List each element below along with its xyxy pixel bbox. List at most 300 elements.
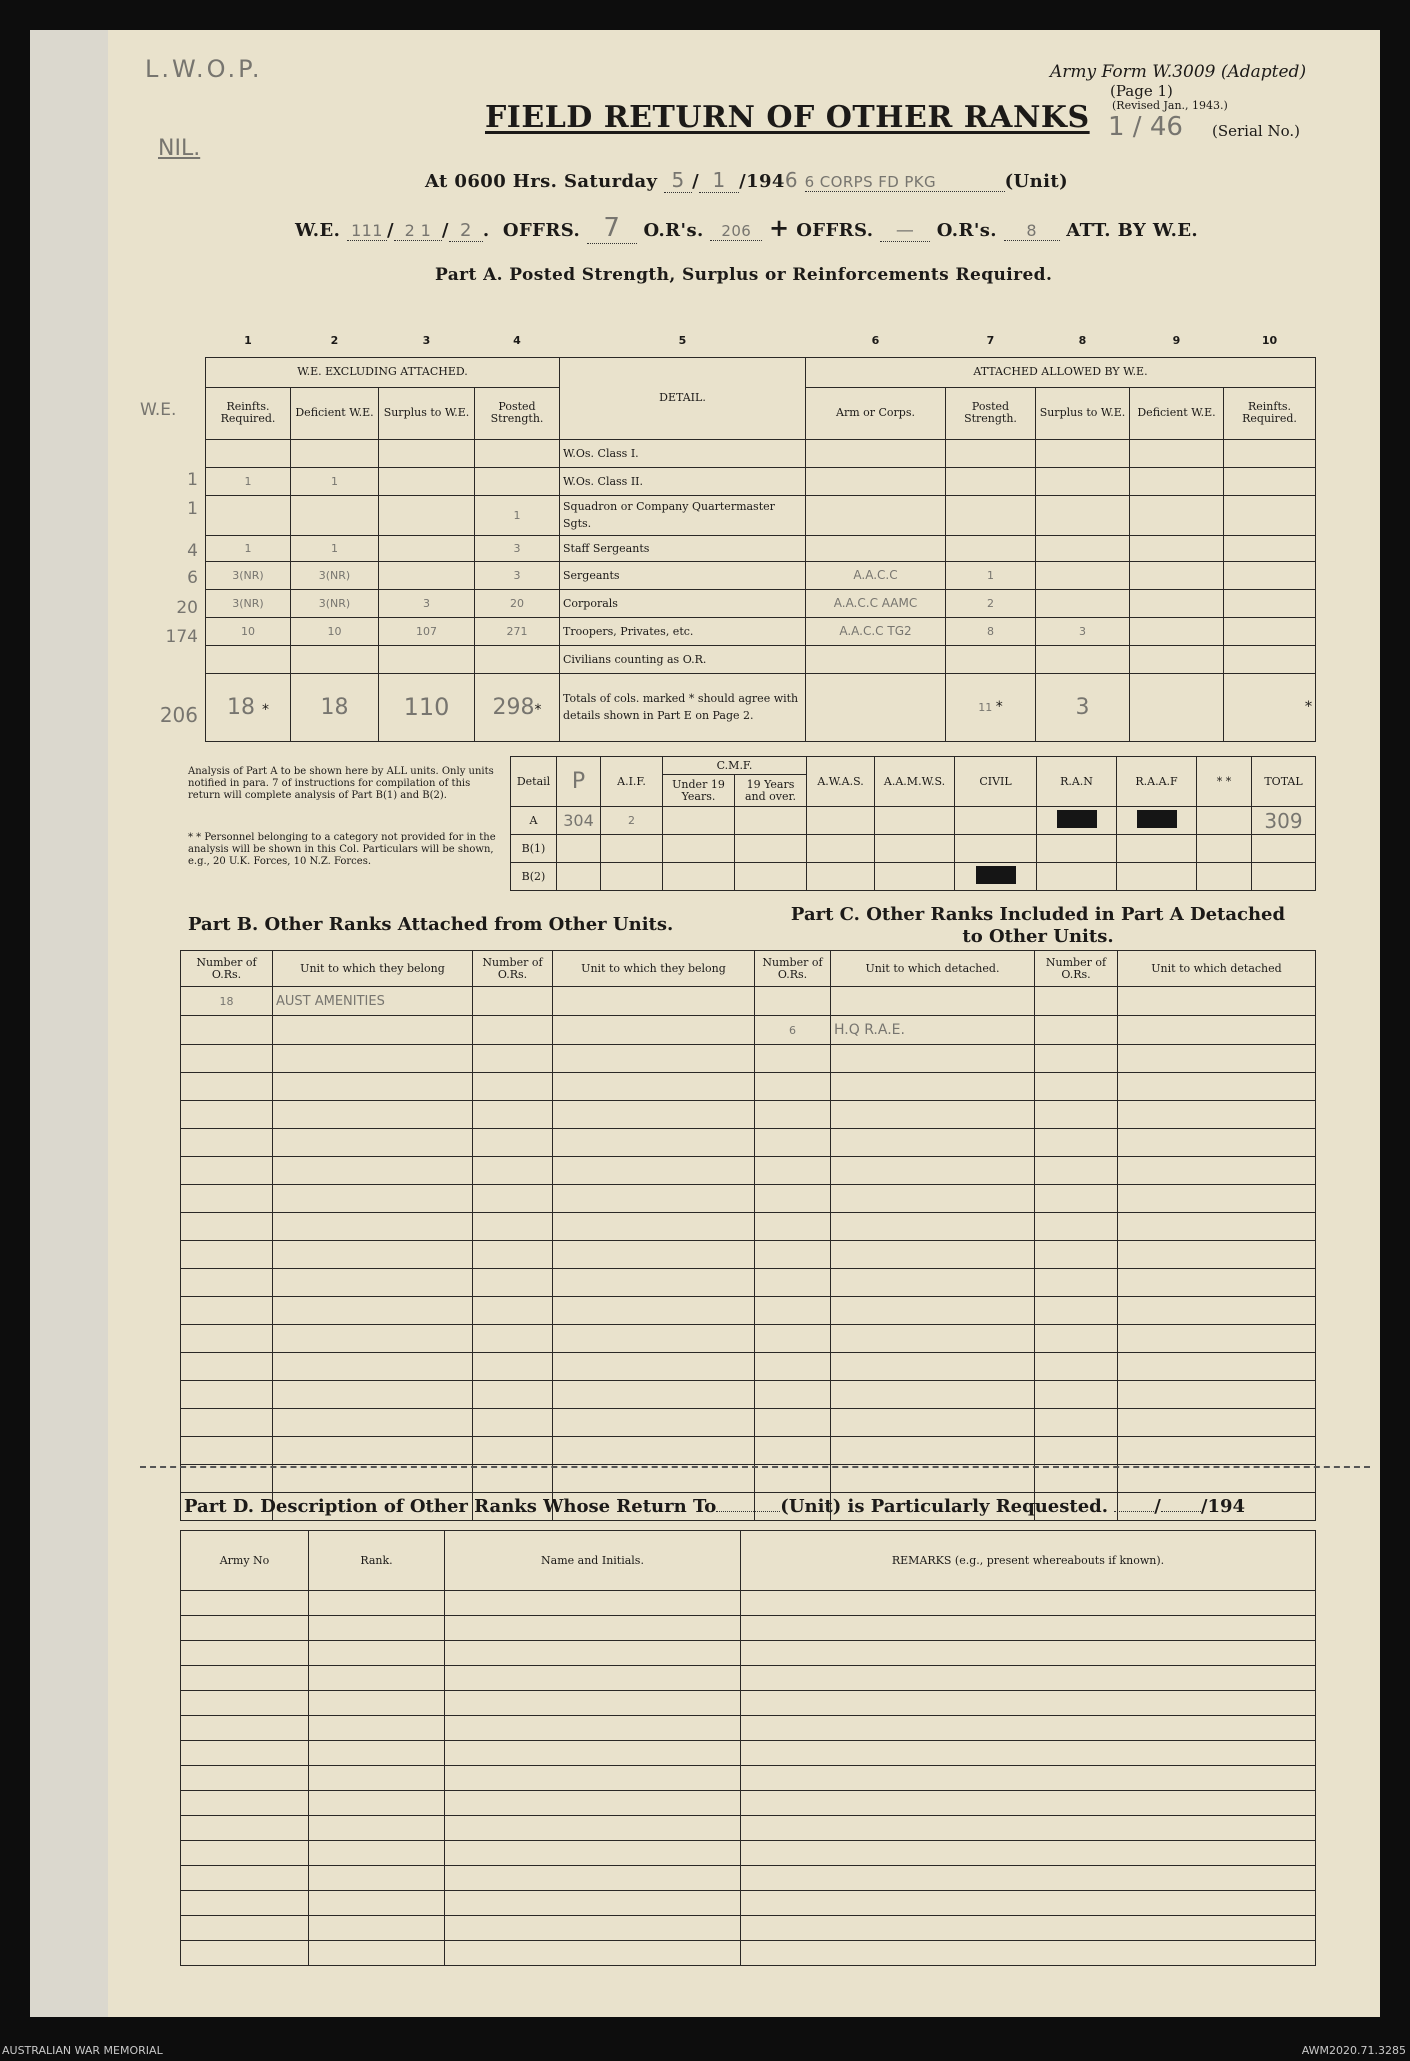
empty-cell [1130, 589, 1224, 617]
part-c-unit-header-2: Unit to which detached [1118, 951, 1316, 987]
empty-cell [831, 1269, 1035, 1297]
part-a-c4-cell [475, 645, 560, 673]
offrs-value-1: 7 [587, 213, 637, 244]
detail-header: DETAIL. [560, 357, 806, 439]
total-c4: 298* [475, 673, 560, 741]
part-a-c7-cell [946, 439, 1036, 467]
empty-cell [741, 1941, 1316, 1966]
part-b-row1-unit: AUST AMENITIES [273, 987, 473, 1016]
att-label: ATT. BY W.E. [1066, 220, 1199, 241]
subheader-att-surplus: Surplus to W.E. [1036, 387, 1130, 439]
part-a-detail-cell: Sergeants [560, 561, 806, 589]
empty-cell [273, 1381, 473, 1409]
empty-cell [181, 1591, 309, 1616]
empty-cell [755, 1353, 831, 1381]
empty-cell [181, 1185, 273, 1213]
empty-cell [445, 1666, 741, 1691]
redaction-mark [976, 866, 1016, 884]
empty-cell [309, 1691, 445, 1716]
table-row [181, 1891, 1316, 1916]
part-a-c7-cell [946, 467, 1036, 495]
part-b-num-header-2: Number of O.Rs. [473, 951, 553, 987]
ors-value-1: 206 [710, 222, 762, 241]
empty-cell [273, 1325, 473, 1353]
table-row [206, 439, 1316, 467]
we-margin-value: 1 [187, 499, 198, 519]
empty-cell [181, 1325, 273, 1353]
table-row [206, 535, 1316, 561]
empty-cell [831, 1241, 1035, 1269]
empty-cell [755, 1129, 831, 1157]
part-d-day-blank [1114, 1511, 1154, 1512]
date-month: 1 [699, 168, 739, 193]
empty-cell [473, 1073, 553, 1101]
part-a-c2-cell [291, 645, 379, 673]
part-bc-table [180, 950, 1316, 1521]
table-row [181, 1129, 1316, 1157]
analysis-under19-header: Under 19 Years. [663, 775, 735, 807]
analysis-ran-header: R.A.N [1037, 757, 1117, 807]
table-row [206, 589, 1316, 617]
part-a-c3-cell [379, 495, 475, 535]
empty-cell [445, 1641, 741, 1666]
empty-cell [181, 1157, 273, 1185]
serial-label: (Serial No.) [1212, 122, 1300, 140]
part-d-unit-blank [716, 1511, 780, 1512]
part-a-detail-cell: W.Os. Class I. [560, 439, 806, 467]
total-c8: 3 [1036, 673, 1130, 741]
part-a-c6-cell [806, 439, 946, 467]
empty-cell [181, 1616, 309, 1641]
table-row [181, 1916, 1316, 1941]
empty-cell [831, 1185, 1035, 1213]
empty-cell [273, 1241, 473, 1269]
empty-cell [755, 1465, 831, 1493]
empty-cell [445, 1616, 741, 1641]
analysis-row-a: A [511, 807, 557, 835]
analysis-other-header: * * [1197, 757, 1252, 807]
empty-cell [181, 1666, 309, 1691]
empty-cell [273, 1437, 473, 1465]
table-row [181, 1437, 1316, 1465]
part-a-c7-cell [946, 495, 1036, 535]
revised-date: (Revised Jan., 1943.) [1112, 99, 1228, 112]
we-margin-value: 4 [187, 540, 198, 561]
subheader-deficient: Deficient W.E. [291, 387, 379, 439]
empty-cell [445, 1741, 741, 1766]
analysis-civil-header: CIVIL [955, 757, 1037, 807]
empty-cell [831, 1465, 1035, 1493]
table-row [181, 987, 1316, 1016]
table-row [181, 1073, 1316, 1101]
empty-cell [445, 1941, 741, 1966]
part-a-c1-cell: 3(NR) [206, 561, 291, 589]
attached-allowed-header: ATTACHED ALLOWED BY W.E. [806, 357, 1316, 387]
part-d-year: 194 [1207, 1496, 1246, 1517]
col-num-7: 7 [946, 325, 1036, 357]
empty-cell [741, 1916, 1316, 1941]
empty-cell [473, 1381, 553, 1409]
empty-cell [741, 1741, 1316, 1766]
analysis-total-header: TOTAL [1252, 757, 1316, 807]
part-a-c2-cell: 1 [291, 535, 379, 561]
part-a-c4-cell: 3 [475, 535, 560, 561]
analysis-aamws-header: A.A.M.W.S. [875, 757, 955, 807]
empty-cell [181, 1101, 273, 1129]
part-a-c2-cell [291, 495, 379, 535]
empty-cell [273, 1213, 473, 1241]
analysis-note-2: * * Personnel belonging to a category not provided for in the analysis will be shown in this Col. Particulars will be shown, e.g., 20 U.K. Forces, 10 N.Z. Forces. [188, 832, 496, 867]
empty-cell [1035, 1465, 1118, 1493]
empty-cell [309, 1641, 445, 1666]
form-reference: Army Form W.3009 (Adapted) [1050, 62, 1307, 82]
raaf-redaction [1117, 807, 1197, 835]
empty-cell [553, 1129, 755, 1157]
analysis-over19-header: 19 Years and over. [735, 775, 807, 807]
we-margin-value: 6 [187, 568, 198, 588]
empty-cell [473, 1465, 553, 1493]
empty-cell [181, 1866, 309, 1891]
empty-cell [1130, 467, 1224, 495]
empty-cell [473, 1437, 553, 1465]
part-d-army-no-header: Army No [181, 1531, 309, 1591]
empty-cell [1035, 1297, 1118, 1325]
empty-cell [445, 1716, 741, 1741]
we-a: 111 [347, 221, 387, 241]
part-c-num-header-2: Number of O.Rs. [1035, 951, 1118, 987]
ors-value-2: 8 [1004, 221, 1060, 241]
empty-cell [473, 1157, 553, 1185]
analysis-table [510, 756, 1316, 891]
part-a-c7-cell: 8 [946, 617, 1036, 645]
empty-cell [181, 1691, 309, 1716]
empty-cell [741, 1616, 1316, 1641]
part-c-unit-header-1: Unit to which detached. [831, 951, 1035, 987]
empty-cell [1118, 1297, 1316, 1325]
part-a-c1-cell: 1 [206, 535, 291, 561]
empty-cell [741, 1816, 1316, 1841]
table-row [181, 1816, 1316, 1841]
part-a-c1-cell [206, 439, 291, 467]
part-a-c6-cell: A.A.C.C AAMC [806, 589, 946, 617]
empty-cell [1118, 1409, 1316, 1437]
empty-cell [741, 1666, 1316, 1691]
empty-cell [1118, 1437, 1316, 1465]
archive-caption: AUSTRALIAN WAR MEMORIAL [2, 2044, 163, 2057]
empty-cell [1224, 467, 1316, 495]
part-b-heading: Part B. Other Ranks Attached from Other Units. [188, 914, 674, 935]
empty-cell [309, 1791, 445, 1816]
empty-cell [755, 1409, 831, 1437]
empty-cell [1118, 1381, 1316, 1409]
part-c-row2-num: 6 [755, 1016, 831, 1045]
we-excluding-header: W.E. EXCLUDING ATTACHED. [206, 357, 560, 387]
col-num-9: 9 [1130, 325, 1224, 357]
table-row [181, 1157, 1316, 1185]
redaction-mark [1137, 810, 1177, 828]
empty-cell [181, 1791, 309, 1816]
part-a-c3-cell: 3 [379, 589, 475, 617]
part-a-c6-cell [806, 495, 946, 535]
empty-cell [831, 1353, 1035, 1381]
part-a-c8-cell [1036, 439, 1130, 467]
empty-cell [755, 1185, 831, 1213]
empty-cell [309, 1841, 445, 1866]
empty-cell [181, 1213, 273, 1241]
part-c-heading: Part C. Other Ranks Included in Part A Detached to Other Units. [790, 904, 1286, 947]
part-a-c2-cell: 3(NR) [291, 589, 379, 617]
empty-cell [741, 1891, 1316, 1916]
empty-cell [831, 1129, 1035, 1157]
empty-cell [1224, 589, 1316, 617]
form-title: FIELD RETURN OF OTHER RANKS [485, 100, 1090, 135]
empty-cell [1118, 1073, 1316, 1101]
total-c7: 11 * [946, 673, 1036, 741]
empty-cell [755, 1325, 831, 1353]
paper-strip [30, 30, 108, 2017]
empty-cell [273, 1353, 473, 1381]
table-row [181, 1791, 1316, 1816]
empty-cell [553, 1353, 755, 1381]
analysis-note-1: Analysis of Part A to be shown here by ALL units. Only units notified in para. 7 of instructions for compilation of this return will complete analysis of Part B(1) and B(2). [188, 766, 494, 801]
empty-cell [1130, 535, 1224, 561]
table-row [181, 1941, 1316, 1966]
part-a-c7-cell [946, 535, 1036, 561]
empty-cell [309, 1941, 445, 1966]
part-a-detail-cell: W.Os. Class II. [560, 467, 806, 495]
empty-cell [309, 1766, 445, 1791]
page-number: (Page 1) [1110, 82, 1173, 100]
date-day: 5 [664, 168, 692, 193]
empty-cell [273, 1129, 473, 1157]
empty-cell [553, 1465, 755, 1493]
empty-cell [1118, 1269, 1316, 1297]
empty-cell [473, 1045, 553, 1073]
empty-cell [1035, 1101, 1118, 1129]
empty-cell [445, 1891, 741, 1916]
empty-cell [1118, 1465, 1316, 1493]
total-c9 [1130, 673, 1224, 741]
empty-cell [831, 1101, 1035, 1129]
empty-cell [445, 1591, 741, 1616]
unit-label: (Unit) [1004, 171, 1069, 192]
empty-cell [181, 1129, 273, 1157]
empty-cell [831, 1381, 1035, 1409]
empty-cell [1035, 1409, 1118, 1437]
empty-cell [473, 1353, 553, 1381]
part-a-c1-cell: 3(NR) [206, 589, 291, 617]
empty-cell [831, 1437, 1035, 1465]
part-b-unit-header-2: Unit to which they belong [553, 951, 755, 987]
empty-cell [741, 1591, 1316, 1616]
table-row [181, 1241, 1316, 1269]
part-c-row2-unit: H.Q R.A.E. [831, 1016, 1035, 1045]
empty-cell [273, 1073, 473, 1101]
empty-cell [309, 1716, 445, 1741]
empty-cell [553, 1409, 755, 1437]
part-a-c6-cell [806, 535, 946, 561]
analysis-p: P [557, 757, 601, 807]
we-b: 2 1 [394, 221, 442, 241]
part-a-c8-cell [1036, 589, 1130, 617]
part-a-c1-cell: 10 [206, 617, 291, 645]
empty-cell [1035, 1157, 1118, 1185]
empty-cell [181, 1045, 273, 1073]
totals-detail: Totals of cols. marked * should agree with details shown in Part E on Page 2. [560, 673, 806, 741]
part-a-heading: Part A. Posted Strength, Surplus or Reinforcements Required. [435, 265, 1053, 285]
empty-cell [181, 1741, 309, 1766]
empty-cell [273, 1045, 473, 1073]
empty-cell [181, 1465, 273, 1493]
part-b-unit-header-1: Unit to which they belong [273, 951, 473, 987]
empty-cell [831, 1297, 1035, 1325]
total-c10: * [1224, 673, 1316, 741]
empty-cell [1130, 561, 1224, 589]
empty-cell [1130, 439, 1224, 467]
part-a-c8-cell [1036, 645, 1130, 673]
empty-cell [1035, 1381, 1118, 1409]
total-c2: 18 [291, 673, 379, 741]
total-c3: 110 [379, 673, 475, 741]
analysis-a-total: 309 [1252, 807, 1316, 835]
empty-cell [445, 1816, 741, 1841]
part-c-num-header-1: Number of O.Rs. [755, 951, 831, 987]
empty-cell [1118, 1353, 1316, 1381]
empty-cell [1035, 1241, 1118, 1269]
empty-cell [1118, 1129, 1316, 1157]
empty-cell [445, 1841, 741, 1866]
empty-cell [473, 1241, 553, 1269]
part-d-heading-line: Part D. Description of Other Ranks Whose Return To (Unit) is Particularly Requested. / /194 [184, 1496, 1246, 1517]
empty-cell [445, 1691, 741, 1716]
col-num-6: 6 [806, 325, 946, 357]
empty-cell [755, 1073, 831, 1101]
year-prefix: 194 [746, 171, 785, 192]
empty-cell [181, 1353, 273, 1381]
part-a-c6-cell [806, 645, 946, 673]
table-row [181, 1666, 1316, 1691]
empty-cell [1130, 645, 1224, 673]
empty-cell [181, 1073, 273, 1101]
empty-cell [831, 1045, 1035, 1073]
we-margin-value: 1 [187, 469, 198, 490]
part-a-c4-cell: 3 [475, 561, 560, 589]
table-row [181, 1766, 1316, 1791]
empty-cell [553, 1297, 755, 1325]
empty-cell [553, 1325, 755, 1353]
table-row [181, 1616, 1316, 1641]
empty-cell [755, 1269, 831, 1297]
empty-cell [1035, 1213, 1118, 1241]
empty-cell [1224, 495, 1316, 535]
empty-cell [473, 1129, 553, 1157]
empty-cell [1224, 617, 1316, 645]
table-row [181, 1185, 1316, 1213]
part-a-c2-cell: 10 [291, 617, 379, 645]
empty-cell [553, 1073, 755, 1101]
part-a-c8-cell [1036, 495, 1130, 535]
tear-line [140, 1466, 1370, 1468]
empty-cell [1130, 495, 1224, 535]
empty-cell [445, 1866, 741, 1891]
empty-cell [553, 1437, 755, 1465]
empty-cell [309, 1866, 445, 1891]
subheader-att-deficient: Deficient W.E. [1130, 387, 1224, 439]
part-a-c4-cell: 1 [475, 495, 560, 535]
empty-cell [473, 1101, 553, 1129]
part-a-c8-cell: 3 [1036, 617, 1130, 645]
empty-cell [553, 1241, 755, 1269]
part-a-c6-cell: A.A.C.C TG2 [806, 617, 946, 645]
empty-cell [1035, 1129, 1118, 1157]
empty-cell [553, 1101, 755, 1129]
empty-cell [831, 1157, 1035, 1185]
analysis-a-aif: 2 [601, 807, 663, 835]
part-a-c1-cell [206, 645, 291, 673]
col-num-10: 10 [1224, 325, 1316, 357]
table-row [181, 1213, 1316, 1241]
handwritten-lwop: L.W.O.P. [145, 55, 263, 83]
archive-id: AWM2020.71.3285 [1301, 2044, 1406, 2057]
subheader-reinfts: Reinfts. Required. [206, 387, 291, 439]
empty-cell [473, 1185, 553, 1213]
subheader-arm: Arm or Corps. [806, 387, 946, 439]
subheader-att-posted: Posted Strength. [946, 387, 1036, 439]
analysis-a-p: 304 [557, 807, 601, 835]
table-row [181, 1381, 1316, 1409]
unit-value: 6 CORPS FD PKG [805, 173, 1005, 192]
part-b-row1-num: 18 [181, 987, 273, 1016]
empty-cell [273, 1185, 473, 1213]
table-row [181, 1641, 1316, 1666]
analysis-detail-header: Detail [511, 757, 557, 807]
empty-cell [473, 1409, 553, 1437]
empty-cell [1224, 439, 1316, 467]
part-a-detail-cell: Civilians counting as O.R. [560, 645, 806, 673]
table-row [181, 1465, 1316, 1493]
empty-cell [181, 1891, 309, 1916]
part-a-detail-cell: Squadron or Company Quartermaster Sgts. [560, 495, 806, 535]
part-d-month-blank [1161, 1511, 1201, 1512]
empty-cell [831, 1409, 1035, 1437]
empty-cell [755, 1241, 831, 1269]
empty-cell [1224, 535, 1316, 561]
part-a-c3-cell [379, 467, 475, 495]
time-prefix: At 0600 Hrs. Saturday [425, 171, 658, 192]
part-d-unit-label: (Unit) is Particularly Requested. [780, 1496, 1109, 1517]
table-row [181, 1591, 1316, 1616]
empty-cell [1118, 1185, 1316, 1213]
table-row [206, 495, 1316, 535]
part-d-heading: Part D. Description of Other Ranks Whose Return To [184, 1496, 717, 1517]
col-num-5: 5 [560, 325, 806, 357]
empty-cell [445, 1791, 741, 1816]
part-a-table [205, 325, 1316, 742]
part-a-c7-cell: 2 [946, 589, 1036, 617]
subheader-att-reinfts: Reinfts. Required. [1224, 387, 1316, 439]
empty-cell [1118, 1045, 1316, 1073]
analysis-raaf-header: R.A.A.F [1117, 757, 1197, 807]
analysis-cmf-header: C.M.F. [663, 757, 807, 775]
empty-cell [309, 1616, 445, 1641]
empty-cell [309, 1816, 445, 1841]
empty-cell [553, 1185, 755, 1213]
part-a-c2-cell: 3(NR) [291, 561, 379, 589]
we-margin-value: 174 [165, 627, 198, 647]
empty-cell [553, 1269, 755, 1297]
part-a-c3-cell [379, 439, 475, 467]
empty-cell [1035, 1353, 1118, 1381]
